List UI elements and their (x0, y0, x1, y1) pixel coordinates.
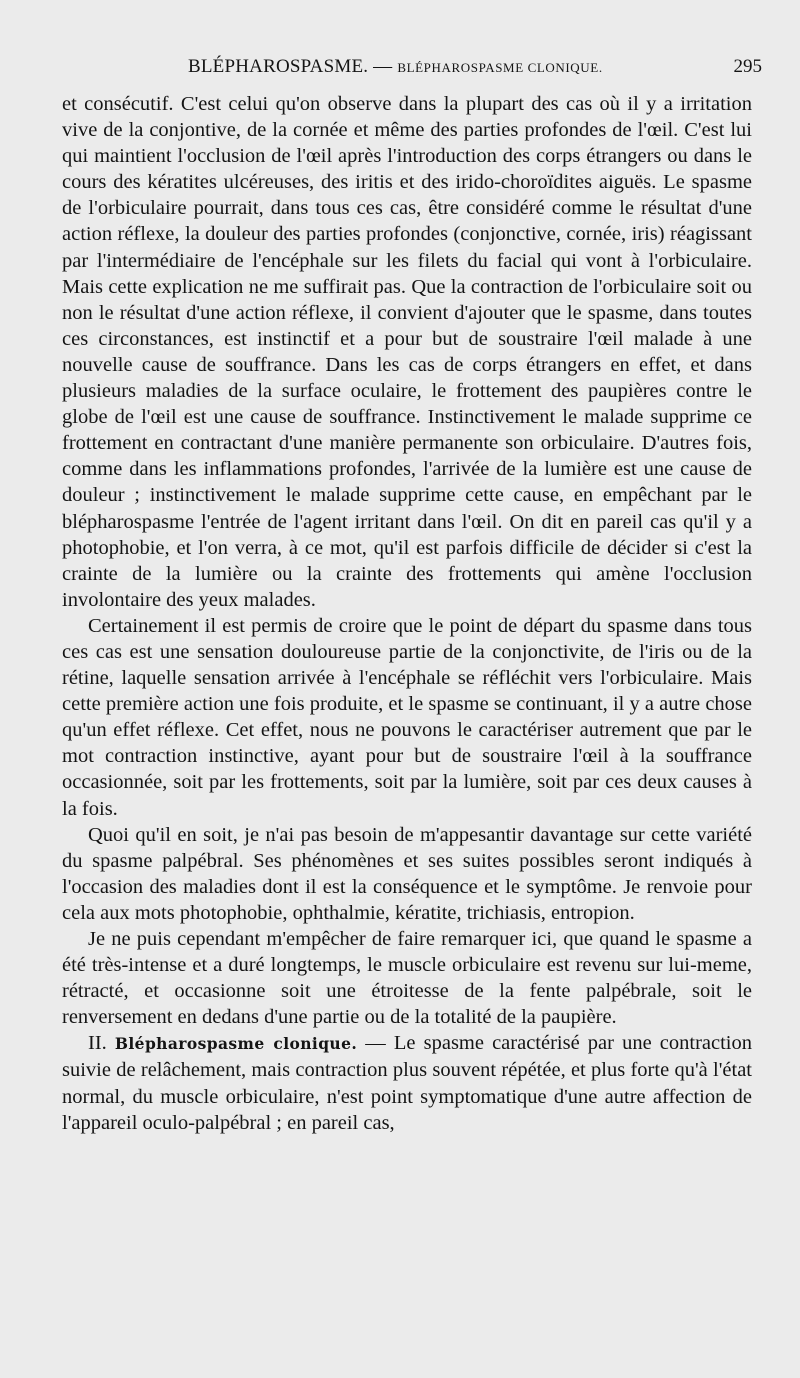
running-header (62, 56, 762, 84)
paragraph-3: Quoi qu'il en soit, je n'ai pas besoin de m'appesantir davantage sur cette variété du spasme palpébral. Ses phénomènes et ses suites possibles seront indiqués à l'occasion des maladies dont il est la conséquence et le symptôme. Je renvoie pour cela aux mots photophobie, ophthalmie, kératite, trichiasis, entropion. (62, 823, 752, 924)
section-text: — Le spasme caractérisé par une contraction suivie de relâchement, mais contraction plus souvent répétée, et plus forte qu'à l'état normal, du muscle orbiculaire, n'est point symptomatique d'une autre affection de l'appareil oculo-palpébral ; en pareil cas, (62, 1032, 752, 1134)
paragraph-4: Je ne puis cependant m'empêcher de faire remarquer ici, que quand le spasme a été très-intense et a duré longtemps, le muscle orbiculaire est revenu sur lui-meme, rétracté, et occasionne soit une étroitesse de la fente palpébrale, soit le renversement en dedans d'une partie ou de la totalité de la paupière. (62, 928, 752, 1029)
section-heading: Blépharospasme clonique. (114, 1034, 358, 1054)
paragraph-1: et consécutif. C'est celui qu'on observe dans la plupart des cas où il y a irritation vive de la conjontive, de la cornée et même des parties profondes de l'œil. C'est lui qui maintient l'occlusion de l'œil après l'introduction des corps étrangers ou dans le cours des kératites ulcéreuses, des iritis et des irido-choroïdites aiguës. Le spasme de l'orbiculaire pourrait, dans tous ces cas, être considéré comme le résultat d'une action réflexe, la douleur des parties profondes (conjonctive, cornée, iris) réagissant par l'intermédiaire de l'encéphale sur les filets du facial qui vont à l'orbiculaire. Mais cette explication ne me suffirait pas. Que la contraction de l'orbiculaire soit ou non le résultat d'une action réflexe, il convient d'ajouter que le spasme, dans toutes ces circonstances, est instinctif et a pour but de soustraire l'œil malade à une nouvelle cause de souffrance. Dans les cas de corps étrangers en effet, et dans plusieurs maladies de la surface oculaire, le frottement des paupières contre le globe de l'œil est une cause de souffrance. Instinctivement le malade supprime ce frottement en contractant d'une manière permanente son orbiculaire. D'autres fois, comme dans les inflammations profondes, l'arrivée de la lumière est une cause de douleur ; instinctivement le malade supprime cette cause, en empêchant par le blépharospasme l'entrée de l'agent irritant dans l'œil. On dit en pareil cas qu'il y a photophobie, et l'on verra, à ce mot, qu'il est parfois difficile de décider si c'est la crainte de la lumière ou la crainte des frottements qui amène l'occlusion involontaire des yeux malades. (62, 93, 752, 611)
running-title (188, 56, 603, 78)
section-number: II. (88, 1032, 115, 1055)
running-title-sub: BLÉPHAROSPASME CLONIQUE. (397, 60, 603, 75)
page-body (62, 91, 752, 1136)
page-number: 295 (733, 56, 762, 77)
running-title-main: BLÉPHAROSPASME. — (188, 56, 398, 77)
section-paragraph (62, 1030, 752, 1135)
paragraph-2: Certainement il est permis de croire que le point de départ du spasme dans tous ces cas est une sensation douloureuse partie de la conjonctivite, de l'iris ou de la rétine, laquelle sensation arrivée à l'encéphale se réfléchit vers l'orbiculaire. Mais cette première action une fois produite, et le spasme se continuant, il y a autre chose qu'un effet réflexe. Cet effet, nous ne pouvons le caractériser autrement que par le mot contraction instinctive, ayant pour but de soustraire l'œil à la souffrance occasionnée, soit par les frottements, soit par la lumière, soit par ces deux causes à la fois. (62, 614, 752, 820)
